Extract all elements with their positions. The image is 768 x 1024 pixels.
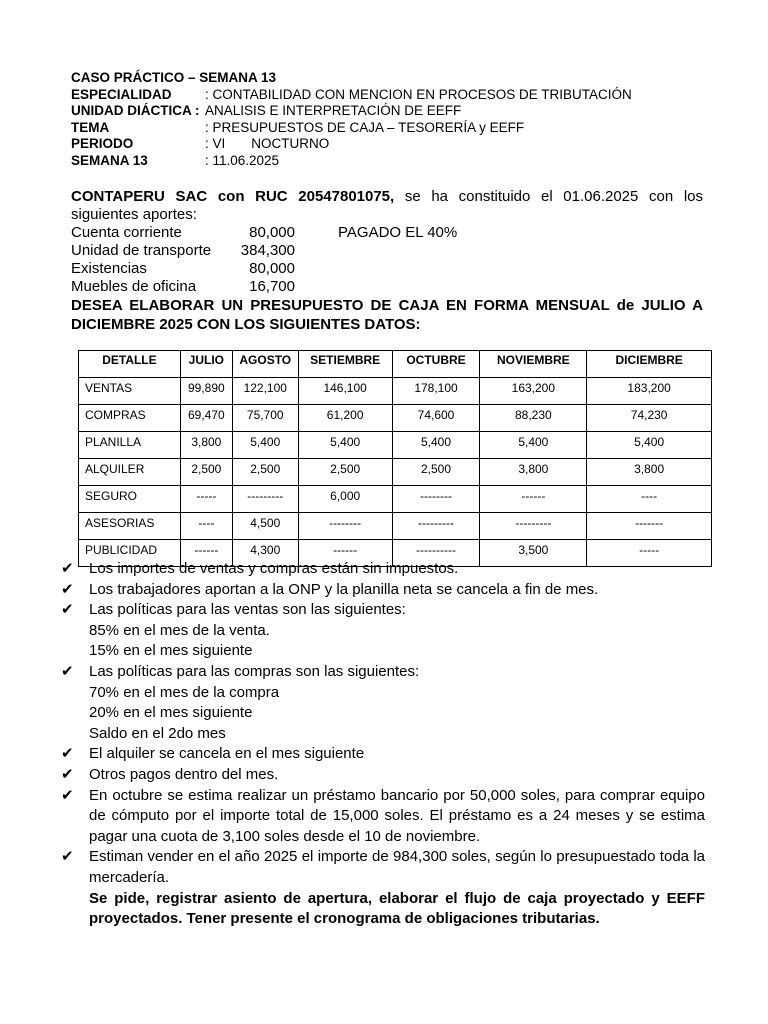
intro-text: se ha constituido el 01.06.2025 con los siguientes aportes:	[71, 188, 703, 223]
checkmark-icon: ✔	[61, 601, 74, 619]
table-cell: 5,400	[298, 432, 392, 459]
header-value: : 11.06.2025	[205, 152, 280, 168]
table-cell: -----	[587, 540, 712, 567]
assignment-instructions: Se pide, registrar asiento de apertura, elaborar el flujo de caja proyectado y EEFF proyectados. Tener presente el cronograma de obligaciones tributarias.	[89, 889, 705, 928]
table-cell: 5,400	[480, 432, 587, 459]
header-value: ANALISIS E INTERPRETACIÓN DE EEFF	[205, 103, 462, 118]
list-item	[61, 744, 705, 765]
aporte-label: Cuenta corriente	[71, 224, 182, 241]
list-item	[61, 580, 705, 601]
aporte-amount: 80,000	[249, 224, 295, 241]
table-row	[79, 405, 712, 432]
column-header: JULIO	[180, 351, 232, 378]
list-item	[61, 600, 705, 621]
table-cell: 146,100	[298, 378, 392, 405]
table-cell: 74,600	[392, 405, 480, 432]
table-cell: 183,200	[587, 378, 712, 405]
header-label: UNIDAD DIÁCTICA :	[71, 103, 200, 118]
table-row	[79, 459, 712, 486]
list-item-text: Estiman vender en el año 2025 el importe de 984,300 soles, según lo presupuestado toda la mercadería.	[89, 848, 705, 886]
aporte-note: PAGADO EL 40%	[338, 224, 458, 241]
checkmark-icon: ✔	[61, 560, 74, 577]
column-header: AGOSTO	[232, 351, 298, 378]
table-row	[79, 486, 712, 513]
table-cell: ------	[480, 486, 587, 513]
list-item-text: En octubre se estima realizar un préstamo bancario por 50,000 soles, para comprar equipo de cómputo por el importe total de 15,000 soles. El préstamo es a 24 meses y se estima pagar una cuota de 3,100 soles desde el 10 de noviembre.	[89, 786, 705, 845]
checkmark-icon: ✔	[61, 580, 74, 598]
header-value: : CONTABILIDAD CON MENCION EN PROCESOS DE TRIBUTACIÓN	[205, 86, 632, 102]
periodo-value: : VI	[205, 136, 226, 151]
aporte-amount: 384,300	[240, 242, 295, 259]
table-cell: ---------	[392, 513, 480, 540]
table-cell: ------	[180, 540, 232, 567]
document-page	[71, 70, 703, 334]
list-item	[61, 662, 705, 683]
table-cell: -------	[587, 513, 712, 540]
table-cell: 2,500	[298, 459, 392, 486]
table-cell: 5,400	[587, 432, 712, 459]
header-label: SEMANA 13	[71, 152, 148, 168]
table-cell: 2,500	[392, 459, 480, 486]
table-cell: 163,200	[480, 378, 587, 405]
row-label-cell: COMPRAS	[79, 405, 181, 432]
header-value	[205, 136, 329, 153]
table-cell: 3,800	[480, 459, 587, 486]
table-cell: ----	[180, 513, 232, 540]
aporte-row	[71, 260, 703, 278]
header-label: PERIODO	[71, 136, 134, 151]
sub-item: 15% en el mes siguiente	[89, 642, 253, 660]
table-cell: ----------	[392, 540, 480, 567]
sub-item: 20% en el mes siguiente	[89, 704, 253, 722]
header-row-periodo	[71, 136, 703, 153]
table-cell: 3,800	[180, 432, 232, 459]
column-header: OCTUBRE	[392, 351, 480, 378]
table-row	[79, 432, 712, 459]
table-cell: 4,300	[232, 540, 298, 567]
list-item	[61, 786, 705, 848]
table-cell: 122,100	[232, 378, 298, 405]
list-item-text: Las políticas para las ventas son las siguientes:	[89, 601, 406, 619]
header-row-unidad	[71, 103, 703, 120]
intro-paragraph	[71, 188, 703, 224]
table-row	[79, 513, 712, 540]
budget-table	[78, 350, 712, 567]
table-cell: 5,400	[232, 432, 298, 459]
header-row-semana	[71, 153, 703, 170]
table-cell: 4,500	[232, 513, 298, 540]
header-row-especialidad	[71, 87, 703, 104]
aporte-amount: 80,000	[249, 260, 295, 277]
aportes-list	[71, 224, 703, 296]
column-header: DICIEMBRE	[587, 351, 712, 378]
aporte-row	[71, 242, 703, 260]
list-item	[61, 847, 705, 888]
column-header: DETALLE	[79, 351, 181, 378]
list-item	[61, 559, 705, 580]
checkmark-icon: ✔	[61, 662, 74, 680]
table-cell: ---------	[480, 513, 587, 540]
table-cell: 99,890	[180, 378, 232, 405]
column-header: NOVIEMBRE	[480, 351, 587, 378]
table-cell: 2,500	[180, 459, 232, 486]
header-row-tema	[71, 120, 703, 137]
aporte-label: Existencias	[71, 260, 147, 277]
table-header-row	[79, 351, 712, 378]
aporte-label: Unidad de transporte	[71, 242, 212, 259]
table-row	[79, 378, 712, 405]
checkmark-icon: ✔	[61, 765, 74, 783]
row-label-cell: SEGURO	[79, 486, 181, 513]
list-item	[61, 765, 705, 786]
table-cell: --------	[392, 486, 480, 513]
list-item-text: Otros pagos dentro del mes.	[89, 765, 279, 783]
list-item-text: Las políticas para las compras son las siguientes:	[89, 662, 420, 680]
sub-item: Saldo en el 2do mes	[89, 724, 226, 742]
list-item-text: Los trabajadores aportan a la ONP y la planilla neta se cancela a fin de mes.	[89, 580, 599, 598]
sub-item: 70% en el mes de la compra	[89, 683, 280, 701]
table-cell: -----	[180, 486, 232, 513]
table-cell: --------	[298, 513, 392, 540]
turno-value: NOCTURNO	[251, 136, 330, 151]
sub-item: 85% en el mes de la venta.	[89, 621, 270, 639]
header-value: : PRESUPUESTOS DE CAJA – TESORERÍA y EEFF	[205, 119, 525, 135]
header-label: ESPECIALIDAD	[71, 86, 172, 102]
aporte-amount: 16,700	[249, 278, 295, 295]
conditions-list	[61, 559, 705, 930]
case-title: CASO PRÁCTICO – SEMANA 13	[71, 70, 277, 85]
table-cell: 5,400	[392, 432, 480, 459]
table-cell: 178,100	[392, 378, 480, 405]
table-cell: ------	[298, 540, 392, 567]
table-cell: 75,700	[232, 405, 298, 432]
table-cell: 6,000	[298, 486, 392, 513]
aporte-label: Muebles de oficina	[71, 278, 197, 295]
row-label-cell: ALQUILER	[79, 459, 181, 486]
table-cell: 74,230	[587, 405, 712, 432]
list-item-text: El alquiler se cancela en el mes siguiente	[89, 745, 365, 763]
aporte-row	[71, 224, 703, 242]
checkmark-icon: ✔	[61, 745, 74, 763]
header-block	[71, 70, 703, 169]
table-cell: 69,470	[180, 405, 232, 432]
header-label: TEMA	[71, 119, 110, 135]
table-cell: ----	[587, 486, 712, 513]
table-cell: 3,800	[587, 459, 712, 486]
budget-title: DESEA ELABORAR UN PRESUPUESTO DE CAJA EN FORMA MENSUAL de JULIO A DICIEMBRE 2025 CON LOS SIGUIENTES DATOS:	[71, 297, 703, 333]
column-header: SETIEMBRE	[298, 351, 392, 378]
row-label-cell: PUBLICIDAD	[79, 540, 181, 567]
aporte-row	[71, 278, 703, 296]
row-label-cell: PLANILLA	[79, 432, 181, 459]
list-item-text: Los importes de ventas y compras están sin impuestos.	[89, 560, 459, 577]
row-label-cell: VENTAS	[79, 378, 181, 405]
table-cell: 3,500	[480, 540, 587, 567]
row-label-cell: ASESORIAS	[79, 513, 181, 540]
table-cell: 61,200	[298, 405, 392, 432]
table-cell: ---------	[232, 486, 298, 513]
checkmark-icon: ✔	[61, 848, 74, 866]
table-cell: 2,500	[232, 459, 298, 486]
company-name: CONTAPERU SAC con RUC 20547801075,	[71, 188, 395, 205]
checkmark-icon: ✔	[61, 786, 74, 804]
table-cell: 88,230	[480, 405, 587, 432]
